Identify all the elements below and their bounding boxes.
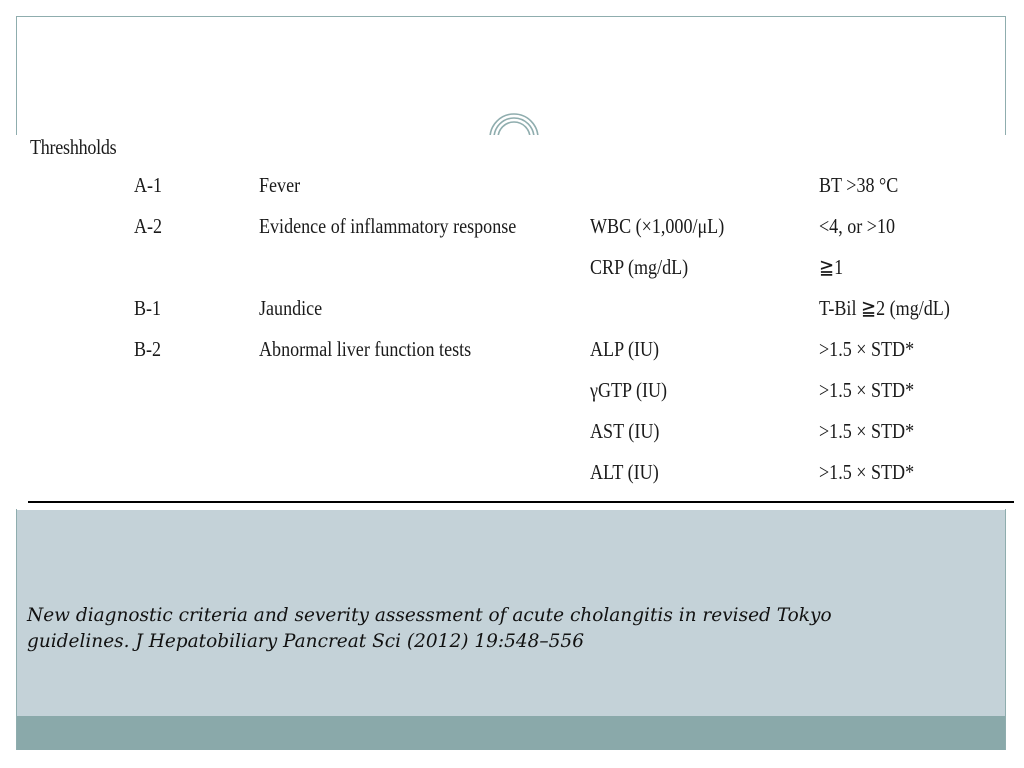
row-id: B-2 xyxy=(134,337,162,361)
table-row xyxy=(16,419,1014,449)
row-value: ≧1 xyxy=(819,255,844,279)
citation-panel xyxy=(17,510,1005,716)
criteria-table xyxy=(16,135,1014,509)
row-test: CRP (mg/dL) xyxy=(590,255,689,279)
row-test: γGTP (IU) xyxy=(590,378,668,402)
row-id: A-1 xyxy=(134,173,163,197)
row-test: ALP (IU) xyxy=(590,337,660,361)
row-id: A-2 xyxy=(134,214,163,238)
row-label: Evidence of inflammatory response xyxy=(259,214,517,238)
table-row xyxy=(16,214,1014,244)
row-value: >1.5 × STD* xyxy=(819,419,915,443)
row-value: T-Bil ≧2 (mg/dL) xyxy=(819,296,950,320)
table-row xyxy=(16,460,1014,490)
row-test: AST (IU) xyxy=(590,419,660,443)
row-id: B-1 xyxy=(134,296,162,320)
row-label: Jaundice xyxy=(259,296,323,320)
table-row xyxy=(16,255,1014,285)
footer-band xyxy=(17,716,1005,750)
row-label: Fever xyxy=(259,173,301,197)
row-test: WBC (×1,000/μL) xyxy=(590,214,725,238)
row-test: ALT (IU) xyxy=(590,460,659,484)
row-value: >1.5 × STD* xyxy=(819,460,915,484)
row-label: Abnormal liver function tests xyxy=(259,337,472,361)
row-value: >1.5 × STD* xyxy=(819,337,915,361)
row-value: >1.5 × STD* xyxy=(819,378,915,402)
table-bottom-rule xyxy=(28,501,1014,503)
row-value: BT >38 °C xyxy=(819,173,899,197)
table-row xyxy=(16,337,1014,367)
table-row xyxy=(16,173,1014,203)
table-title: Threshholds xyxy=(30,135,117,159)
table-row xyxy=(16,296,1014,326)
table-row xyxy=(16,378,1014,408)
row-value: <4, or >10 xyxy=(819,214,896,238)
citation-text: New diagnostic criteria and severity assessment of acute cholangitis in revised Tokyo guidelines. J Hepatobiliary Pancreat Sci (2012) 19:548–556 xyxy=(27,605,832,652)
